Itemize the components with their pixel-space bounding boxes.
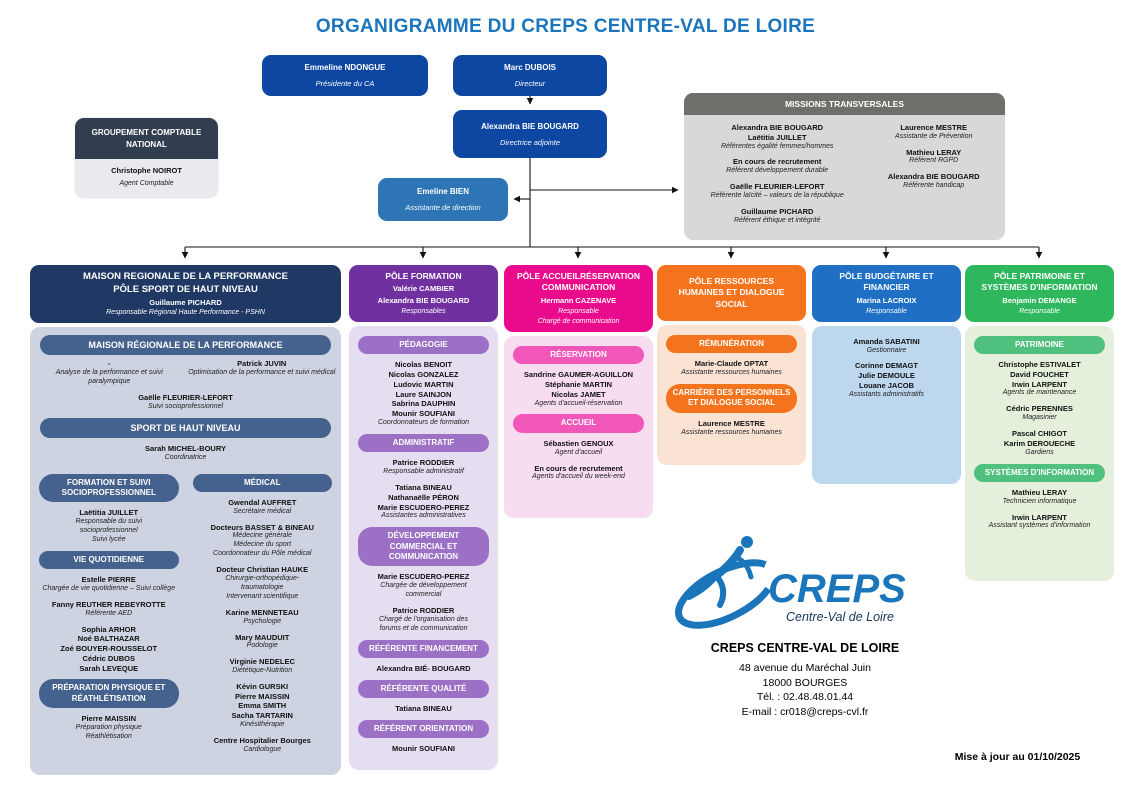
column-header bbox=[812, 265, 961, 322]
address-line: 18000 BOURGES bbox=[762, 676, 848, 689]
column-body bbox=[30, 327, 341, 775]
person-role: Optimisation de la performance et suivi médical bbox=[188, 369, 336, 377]
person-entry bbox=[35, 625, 183, 674]
box-missions-transversales bbox=[684, 93, 1005, 240]
person-name: Sarah MICHEL-BOURY bbox=[145, 443, 226, 453]
person-entry bbox=[188, 359, 337, 387]
person-name: Guillaume PICHARD bbox=[740, 206, 814, 216]
presidente-name: Emmeline NDONGUE bbox=[304, 63, 386, 72]
person-name: Corinne DEMAGT bbox=[855, 361, 918, 371]
person-role: Préparation physique bbox=[75, 724, 142, 731]
missions-title: MISSIONS TRANSVERSALES bbox=[684, 93, 1005, 115]
left-subcolumn bbox=[32, 469, 186, 748]
person-name: Pierre MAISSIN bbox=[234, 691, 290, 701]
person-role: Intervenant scientifique bbox=[226, 592, 299, 600]
person-role: Assistantes administratives bbox=[381, 512, 466, 520]
person-entry bbox=[189, 633, 337, 652]
section-pill: RÉFÉRENTE FINANCEMENT bbox=[358, 640, 489, 658]
column-body bbox=[504, 336, 653, 518]
section-pill: RÉFÉRENTE QUALITÉ bbox=[358, 680, 489, 698]
mission-entry bbox=[690, 157, 864, 176]
person-name: Tatiana BINEAU bbox=[395, 704, 452, 714]
missions-body bbox=[684, 115, 1005, 240]
groupement-body bbox=[75, 159, 218, 198]
person-name: Laurence MESTRE bbox=[698, 418, 765, 428]
person-name: Marie ESCUDERO-PEREZ bbox=[377, 502, 470, 512]
person-entry bbox=[35, 575, 183, 594]
person-name: Sacha TARTARIN bbox=[231, 711, 293, 721]
person-name: Nathanaëlle PÉRON bbox=[388, 492, 459, 502]
person-role: forums et de communication bbox=[379, 624, 468, 632]
column-body bbox=[812, 326, 961, 484]
person-entry bbox=[189, 608, 337, 627]
person-role: Chargée de vie quotidienne – Suivi collège bbox=[42, 585, 176, 593]
column-title: HUMAINES ET DIALOGUE bbox=[678, 287, 785, 298]
box-groupement-comptable bbox=[75, 118, 218, 198]
person-entry bbox=[662, 359, 801, 378]
person-role: Chargée de développement bbox=[380, 582, 467, 590]
person-role: Analyse de la performance et suivi paralympique bbox=[55, 369, 163, 386]
person-name: Sarah LEVEQUE bbox=[79, 663, 139, 673]
footer-org-name: CREPS CENTRE-VAL DE LOIRE bbox=[710, 641, 900, 655]
person-name: Docteur Christian HAUKE bbox=[216, 565, 309, 575]
person-role: Médecine générale bbox=[232, 532, 293, 540]
footer-address bbox=[655, 661, 955, 720]
person-name: Karine MENNETEAU bbox=[225, 607, 299, 617]
person-name: Pascal CHIGOT bbox=[1011, 429, 1068, 439]
person-role: Suivi socioprofessionnel bbox=[147, 402, 224, 410]
person-role: Agents d'accueil du week-end bbox=[532, 473, 625, 481]
section-pill: PRÉPARATION PHYSIQUE ET RÉATHLÉTISATION bbox=[39, 679, 179, 708]
section-pill: RÉFÉRENT ORIENTATION bbox=[358, 720, 489, 738]
person-entry bbox=[35, 714, 183, 742]
person-name: Karim DEROUECHE bbox=[1003, 438, 1076, 448]
creps-wordmark: CREPS bbox=[768, 567, 906, 611]
person-name: Ludovic MARTIN bbox=[393, 379, 454, 389]
person-name: Julie DEMOULE bbox=[858, 371, 915, 381]
person-name: Irwin LARPENT bbox=[1011, 379, 1067, 389]
box-presidente bbox=[262, 55, 428, 96]
person-entry bbox=[817, 337, 956, 356]
person-role: Psychologie bbox=[243, 617, 282, 625]
column-title: PÔLE FORMATION bbox=[385, 271, 462, 281]
column-title: SYSTÈMES D'INFORMATION bbox=[981, 282, 1098, 293]
person-name: Gaëlle FLEURIER-LEFORT bbox=[729, 182, 825, 192]
section-pill: PÉDAGOGIE bbox=[358, 336, 489, 354]
section-pill: RÉSERVATION bbox=[513, 346, 644, 364]
column-head-role: Responsable bbox=[866, 307, 907, 315]
person-name: Mathieu LERAY bbox=[1011, 487, 1068, 497]
column-title: MAISON REGIONALE DE LA PERFORMANCE bbox=[83, 271, 288, 282]
mission-entry bbox=[690, 207, 864, 226]
person-role: Référent éthique et intégrité bbox=[734, 216, 821, 224]
column-performance bbox=[30, 265, 341, 775]
column-head-role: Responsable bbox=[558, 307, 599, 315]
person-entry bbox=[189, 682, 337, 730]
person-role: Chirurgie-orthopédique- bbox=[225, 574, 300, 582]
section-pill: ACCUEIL bbox=[513, 414, 644, 432]
creps-region-label: Centre-Val de Loire bbox=[786, 610, 894, 624]
person-entry bbox=[817, 361, 956, 399]
person-role: Chargé de l'organisation des bbox=[379, 615, 468, 623]
column-header bbox=[30, 265, 341, 323]
column-head-name: Hermann CAZENAVE bbox=[540, 295, 617, 305]
column-title: PÔLE ACCUEILRÉSERVATION bbox=[517, 271, 640, 281]
person-role: Référente handicap bbox=[903, 182, 965, 190]
column-title: SOCIAL bbox=[715, 298, 748, 309]
person-role: Référent RGPD bbox=[909, 157, 959, 165]
person-role: Suivi lycée bbox=[92, 535, 126, 543]
person-name: Irwin LARPENT bbox=[1011, 512, 1067, 522]
person-entry bbox=[35, 359, 184, 387]
groupement-role: Agent Comptable bbox=[119, 179, 174, 187]
person-entry bbox=[970, 360, 1109, 398]
person-entry bbox=[970, 404, 1109, 423]
person-name: Pierre MAISSIN bbox=[81, 714, 137, 724]
person-entry bbox=[970, 513, 1109, 532]
person-name: Laurence MESTRE bbox=[900, 123, 968, 132]
person-name: Zoé BOUYER-ROUSSELOT bbox=[60, 644, 158, 654]
person-role: Coordinatrice bbox=[164, 453, 207, 461]
section-pill: DÉVELOPPEMENT COMMERCIAL ET COMMUNICATION bbox=[358, 527, 489, 566]
column-head-name: Alexandra BIE BOUGARD bbox=[377, 296, 470, 306]
assistante-role: Assistante de direction bbox=[405, 203, 481, 212]
person-name: Emma SMITH bbox=[238, 701, 287, 711]
column-head-role: Chargé de communication bbox=[537, 317, 620, 325]
creps-runner-icon bbox=[669, 536, 783, 638]
person-name: Sabrina DAUPHIN bbox=[391, 399, 456, 409]
column-body bbox=[657, 325, 806, 465]
person-name: Mathieu LERAY bbox=[906, 147, 962, 157]
person-entry bbox=[354, 744, 493, 754]
person-name: Docteurs BASSET & BINEAU bbox=[210, 522, 314, 532]
column-title: PÔLE RESSOURCES bbox=[688, 275, 775, 286]
person-name: Gaëlle FLEURIER-LEFORT bbox=[138, 393, 233, 403]
column-body bbox=[965, 326, 1114, 581]
person-role: Agents d'accueil-réservation bbox=[534, 399, 623, 407]
person-entry bbox=[354, 664, 493, 674]
person-name: En cours de recrutement bbox=[733, 157, 822, 167]
person-name: Laure SAINJON bbox=[395, 389, 452, 399]
person-name: Sophia ARHOR bbox=[81, 624, 136, 634]
person-entry bbox=[35, 444, 336, 463]
section-pill: SYSTÈMES D'INFORMATION bbox=[974, 464, 1105, 482]
person-name: Marie ESCUDERO-PEREZ bbox=[377, 572, 470, 582]
person-role: Assistant systèmes d'information bbox=[988, 522, 1091, 530]
person-name: Marie-Claude OPTAT bbox=[694, 359, 769, 369]
address-line: 48 avenue du Maréchal Juin bbox=[739, 662, 871, 674]
person-role: Référent développement durable bbox=[726, 167, 829, 175]
two-column-group bbox=[32, 469, 339, 761]
section-pill: ADMINISTRATIF bbox=[358, 434, 489, 452]
column-header bbox=[657, 265, 806, 321]
person-name: Estelle PIERRE bbox=[81, 575, 136, 585]
person-name: Louane JACOB bbox=[858, 380, 914, 390]
person-name: Kévin GURSKI bbox=[236, 681, 289, 691]
column-title: PÔLE PATRIMOINE ET bbox=[994, 271, 1085, 281]
mission-entry bbox=[868, 172, 999, 191]
person-name: Patrice RODDIER bbox=[392, 458, 455, 468]
person-entry bbox=[35, 393, 336, 412]
person-name: Cédric DUBOS bbox=[82, 653, 135, 663]
column-head-name: Valérie CAMBIER bbox=[392, 284, 455, 294]
groupement-name: Christophe NOIROT bbox=[111, 166, 182, 176]
person-role: socioprofessionnel bbox=[79, 527, 138, 535]
page-title: ORGANIGRAMME DU CREPS CENTRE-VAL DE LOIRE bbox=[315, 16, 816, 37]
person-name: Sébastien GENOUX bbox=[543, 438, 614, 448]
person-name: Alexandra BIE BOUGARD bbox=[731, 123, 824, 132]
person-name: Alexandra BIE BOUGARD bbox=[887, 172, 980, 182]
person-role: Assistante de Prévention bbox=[894, 132, 973, 140]
assistante-name: Emeline BIEN bbox=[416, 187, 469, 196]
person-entry bbox=[970, 429, 1109, 457]
column-header bbox=[965, 265, 1114, 322]
person-pair bbox=[33, 359, 338, 387]
person-entry bbox=[509, 370, 648, 408]
person-name: Nicolas JAMET bbox=[551, 389, 606, 399]
column-head-name: Benjamin DEMANGE bbox=[1002, 295, 1077, 305]
person-role: Médecine du sport bbox=[233, 541, 292, 549]
missions-left-column bbox=[688, 119, 866, 232]
box-assistante-direction bbox=[378, 178, 508, 221]
mission-entry bbox=[868, 123, 999, 142]
column-title: PÔLE BUDGÉTAIRE ET bbox=[839, 271, 934, 281]
person-role: commercial bbox=[405, 591, 442, 599]
person-entry bbox=[354, 458, 493, 477]
person-name: Mounir SOUFIANI bbox=[392, 744, 455, 754]
person-name: Mounir SOUFIANI bbox=[392, 409, 455, 419]
missions-right-column bbox=[866, 119, 1001, 232]
person-role: Référente AED bbox=[85, 609, 133, 617]
directeur-role: Directeur bbox=[514, 79, 546, 88]
person-role: Assistante ressources humaines bbox=[681, 369, 782, 377]
person-name: Tatiana BINEAU bbox=[395, 483, 452, 492]
person-name: David FOUCHET bbox=[1010, 369, 1069, 379]
person-role: Podologie bbox=[246, 642, 278, 650]
person-name: Laëtitia JUILLET bbox=[747, 132, 807, 142]
person-name: Amanda SABATINI bbox=[853, 336, 920, 346]
directrice-adjointe-name: Alexandra BIE BOUGARD bbox=[481, 121, 579, 131]
address-line: Tél. : 02.48.48.01.44 bbox=[756, 691, 854, 704]
person-role: Diététique-Nutrition bbox=[232, 667, 293, 674]
person-name: Stéphanie MARTIN bbox=[544, 380, 613, 390]
person-entry bbox=[189, 657, 337, 676]
section-pill: MÉDICAL bbox=[193, 474, 333, 492]
right-subcolumn bbox=[186, 469, 340, 761]
person-role: Responsable du suivi bbox=[75, 518, 143, 526]
person-entry bbox=[662, 419, 801, 438]
person-name: Nicolas GONZALEZ bbox=[388, 370, 459, 380]
column-header bbox=[504, 265, 653, 332]
column-title: FINANCIER bbox=[863, 282, 910, 293]
person-role: Assistants administratifs bbox=[848, 390, 925, 398]
person-name: Cédric PERENNES bbox=[1006, 404, 1073, 414]
mission-entry bbox=[690, 123, 864, 151]
section-pill: RÉMUNÉRATION bbox=[666, 335, 797, 353]
person-entry bbox=[189, 736, 337, 755]
person-name: En cours de recrutement bbox=[534, 463, 623, 473]
person-entry bbox=[354, 572, 493, 600]
section-banner: SPORT DE HAUT NIVEAU bbox=[40, 418, 331, 438]
column-body bbox=[349, 326, 498, 770]
person-entry bbox=[354, 606, 493, 634]
person-entry bbox=[189, 498, 337, 517]
person-entry bbox=[970, 488, 1109, 507]
column-accueil bbox=[504, 265, 653, 518]
person-name: Centre Hospitalier Bourges bbox=[213, 735, 311, 745]
address-line: E-mail : cr018@creps-cvl.fr bbox=[741, 706, 869, 719]
mission-entry bbox=[690, 182, 864, 201]
column-head-name: Guillaume PICHARD bbox=[149, 297, 222, 307]
person-role: Référente laïcité – valeurs de la république bbox=[710, 191, 844, 199]
person-role: Gardiens bbox=[1025, 448, 1054, 456]
person-role: Agents de maintenance bbox=[1002, 389, 1077, 397]
person-name: Nicolas BENOIT bbox=[394, 360, 453, 370]
directrice-adjointe-role: Directrice adjointe bbox=[499, 137, 561, 147]
column-head-role: Responsable bbox=[1019, 307, 1060, 315]
column-head-name: Marina LACROIX bbox=[856, 295, 917, 305]
column-budget bbox=[812, 265, 961, 484]
person-entry bbox=[189, 523, 337, 560]
box-directrice-adjointe bbox=[453, 110, 607, 158]
person-name: - bbox=[108, 359, 111, 369]
person-name: Patrice RODDIER bbox=[392, 606, 455, 616]
section-banner: MAISON RÉGIONALE DE LA PERFORMANCE bbox=[40, 335, 331, 355]
person-entry bbox=[509, 439, 648, 458]
groupement-title: GROUPEMENT COMPTABLE NATIONAL bbox=[75, 118, 218, 159]
person-name: Mary MAUDUIT bbox=[235, 632, 290, 642]
column-patrimoine bbox=[965, 265, 1114, 581]
person-entry bbox=[509, 464, 648, 483]
person-role: Cardiologue bbox=[243, 745, 282, 753]
creps-logo bbox=[668, 528, 923, 640]
presidente-role: Présidente du CA bbox=[315, 79, 375, 88]
person-role: Réathlétisation bbox=[85, 732, 132, 740]
person-role: Agent d'accueil bbox=[554, 448, 603, 456]
column-header bbox=[349, 265, 498, 322]
column-formation bbox=[349, 265, 498, 770]
person-name: Gwendal AUFFRET bbox=[228, 497, 297, 507]
update-date: Mise à jour au 01/10/2025 bbox=[954, 751, 1081, 763]
person-role: Gestionnaire bbox=[866, 346, 907, 354]
section-pill: VIE QUOTIDIENNE bbox=[39, 551, 179, 569]
section-pill: CARRIÈRE DES PERSONNELS ET DIALOGUE SOCIAL bbox=[666, 384, 797, 413]
box-directeur bbox=[453, 55, 607, 96]
person-entry bbox=[354, 483, 493, 521]
directeur-name: Marc DUBOIS bbox=[503, 63, 556, 72]
person-entry bbox=[354, 704, 493, 714]
person-entry bbox=[189, 565, 337, 602]
person-name: Laëtitia JUILLET bbox=[79, 508, 139, 518]
section-pill: FORMATION ET SUIVI SOCIOPROFESSIONNEL bbox=[39, 474, 179, 503]
mission-entry bbox=[868, 148, 999, 167]
person-name: Alexandra BIÉ- BOUGARD bbox=[376, 664, 471, 674]
column-title: PÔLE SPORT DE HAUT NIVEAU bbox=[113, 283, 258, 295]
person-name: Sandrine GAUMER-AGUILLON bbox=[523, 370, 634, 380]
person-role: Coordonnateurs de formation bbox=[377, 418, 470, 426]
person-entry bbox=[354, 360, 493, 427]
person-role: Responsable administratif bbox=[383, 468, 464, 476]
section-pill: PATRIMOINE bbox=[974, 336, 1105, 354]
person-role: traumatologie bbox=[241, 583, 284, 591]
person-role: Magasinier bbox=[1022, 414, 1057, 422]
person-name: Noé BALTHAZAR bbox=[77, 634, 140, 644]
column-rh bbox=[657, 265, 806, 465]
person-role: Coordonnateur du Pôle médical bbox=[213, 550, 312, 558]
person-role: Technicien informatique bbox=[1002, 497, 1077, 505]
person-role: Kinésithérapie bbox=[240, 720, 285, 728]
person-role: Référentes égalité femmes/hommes bbox=[720, 142, 834, 150]
person-name: Christophe ESTIVALET bbox=[998, 360, 1081, 370]
person-name: Patrick JUVIN bbox=[237, 359, 287, 369]
column-title: COMMUNICATION bbox=[541, 282, 616, 293]
column-head-role: Responsables bbox=[401, 307, 446, 315]
person-role: Secrétaire médical bbox=[233, 507, 292, 515]
person-name: Fanny REUTHER REBEYROTTE bbox=[51, 600, 166, 610]
person-name: Virginie NEDELEC bbox=[229, 657, 295, 667]
person-entry bbox=[35, 508, 183, 545]
person-role: Assistante ressources humaines bbox=[681, 428, 782, 436]
column-head-role: Responsable Régional Haute Performance - PSHN bbox=[106, 309, 265, 317]
person-entry bbox=[35, 600, 183, 619]
